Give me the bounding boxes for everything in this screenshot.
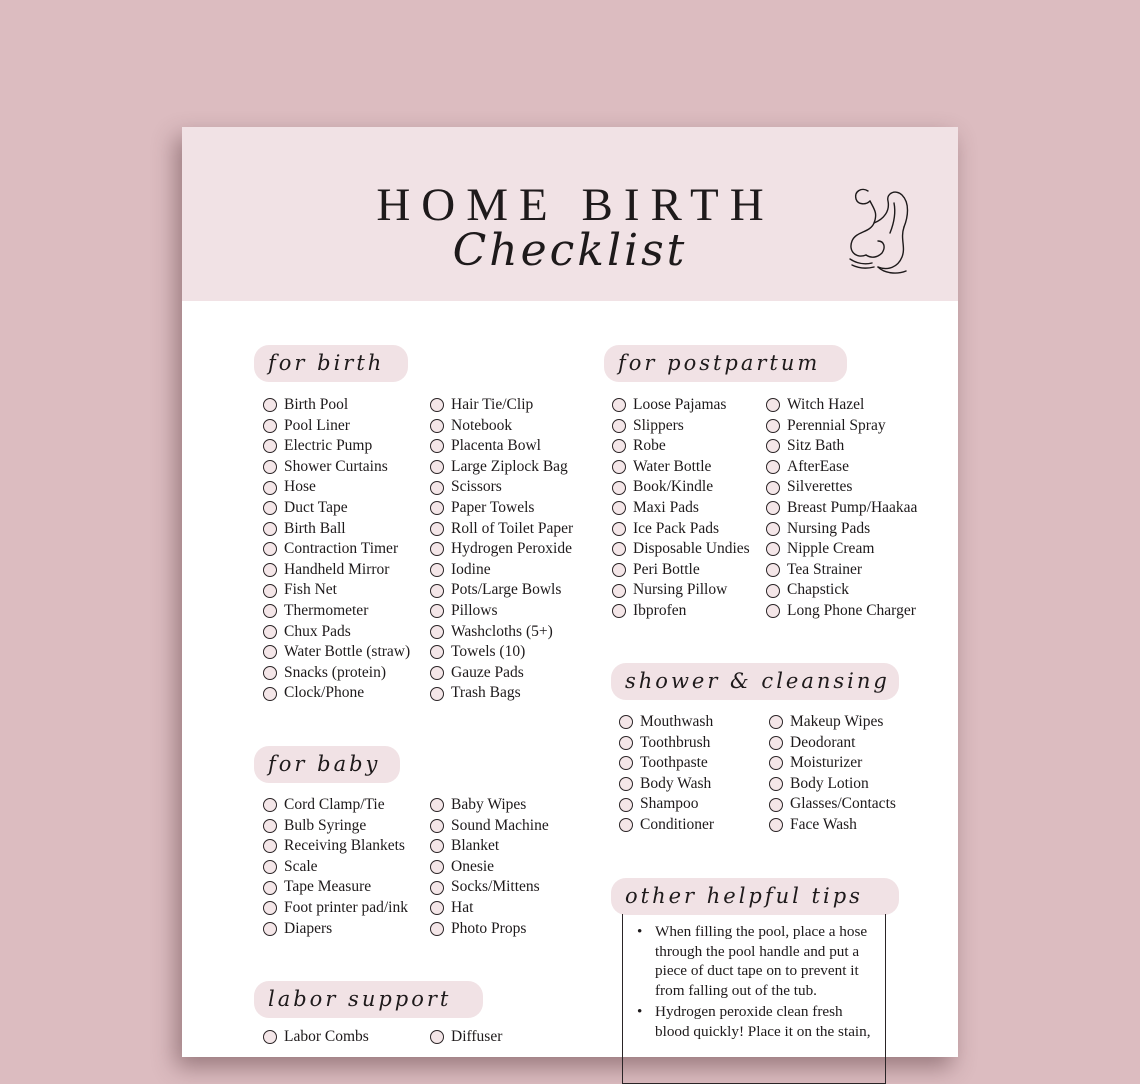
checklist-item[interactable] (430, 1027, 502, 1048)
checklist-item[interactable] (430, 580, 573, 601)
circle-checkbox-icon[interactable] (766, 419, 780, 433)
checklist-item[interactable] (766, 457, 917, 478)
circle-checkbox-icon[interactable] (263, 522, 277, 536)
checklist-item-label: Cord Clamp/Tie (284, 796, 385, 813)
circle-checkbox-icon[interactable] (430, 460, 444, 474)
circle-checkbox-icon[interactable] (769, 756, 783, 770)
checklist-item-label: Pots/Large Bowls (451, 581, 562, 599)
checklist-item[interactable] (430, 601, 573, 622)
checklist-item[interactable] (766, 580, 917, 601)
checklist-item-label: Toothpaste (640, 754, 708, 772)
checklist-item[interactable] (769, 712, 896, 733)
checklist-item[interactable] (430, 663, 573, 684)
checklist-item-label: Towels (10) (451, 643, 526, 661)
checklist-item-label: Nipple Cream (787, 540, 875, 558)
checklist-item-label: Tape Measure (284, 878, 372, 896)
circle-checkbox-icon[interactable] (766, 501, 780, 515)
circle-checkbox-icon[interactable] (612, 460, 626, 474)
checklist-item-label: Iodine (451, 560, 491, 578)
helpful-tips-box (622, 914, 886, 1084)
tip-text: When filling the pool, place a hose through the pool handle and put a piece of duct tape on to prevent it from falling out of the tub. (655, 923, 868, 999)
page-subtitle: Checklist (452, 225, 688, 276)
checklist-item[interactable] (612, 601, 750, 622)
checklist-item-label: Thermometer (284, 601, 369, 619)
circle-checkbox-icon[interactable] (263, 604, 277, 618)
checklist-item[interactable] (430, 816, 549, 837)
checklist-item-label: Nursing Pads (787, 519, 871, 537)
checklist-item-label: Ibprofen (633, 601, 687, 619)
checklist-item[interactable] (263, 877, 408, 898)
checklist-item[interactable] (263, 580, 410, 601)
circle-checkbox-icon[interactable] (263, 481, 277, 495)
checklist-item-label: Perennial Spray (787, 416, 886, 434)
checklist-item[interactable] (263, 457, 410, 478)
circle-checkbox-icon[interactable] (430, 687, 444, 701)
checklist-item[interactable] (612, 519, 750, 540)
checklist-item[interactable] (612, 457, 750, 478)
for-birth-list-col1 (263, 395, 410, 704)
checklist-item[interactable] (263, 795, 408, 816)
for-birth-list-col2 (430, 395, 573, 704)
checklist-item-label: Bulb Syringe (284, 816, 367, 834)
circle-checkbox-icon[interactable] (263, 860, 277, 874)
checklist-item[interactable] (769, 733, 896, 754)
checklist-item-label: Hat (451, 898, 474, 916)
checklist-item-label: Contraction Timer (284, 540, 399, 558)
checklist-item[interactable] (612, 477, 750, 498)
checklist-item-label: Disposable Undies (633, 540, 750, 558)
circle-checkbox-icon[interactable] (769, 715, 783, 729)
checklist-item-label: Slippers (633, 416, 684, 434)
labor-support-list-col1 (263, 1027, 369, 1048)
checklist-item-label: Birth Pool (284, 396, 349, 413)
checklist-item[interactable] (769, 753, 896, 774)
shower-cleansing-list-col1 (619, 712, 714, 836)
checklist-item[interactable] (430, 857, 549, 878)
checklist-item[interactable] (612, 580, 750, 601)
checklist-item[interactable] (430, 498, 573, 519)
circle-checkbox-icon[interactable] (430, 839, 444, 853)
checklist-item-label: AfterEase (787, 457, 849, 475)
circle-checkbox-icon[interactable] (766, 522, 780, 536)
checklist-item-label: Roll of Toilet Paper (451, 519, 574, 537)
circle-checkbox-icon[interactable] (619, 798, 633, 812)
checklist-item[interactable] (263, 436, 410, 457)
checklist-item-label: Clock/Phone (284, 684, 365, 702)
checklist-item[interactable] (263, 857, 408, 878)
checklist-item-label: Receiving Blankets (284, 837, 405, 855)
checklist-item-label: Deodorant (790, 733, 856, 751)
checklist-item[interactable] (769, 794, 896, 815)
circle-checkbox-icon[interactable] (612, 501, 626, 515)
circle-checkbox-icon[interactable] (263, 645, 277, 659)
checklist-item-label: Pool Liner (284, 416, 350, 434)
checklist-page (182, 127, 958, 1057)
section-heading-for-birth: for birth (254, 345, 408, 382)
circle-checkbox-icon[interactable] (612, 398, 626, 412)
checklist-item[interactable] (612, 436, 750, 457)
checklist-item-label: Toothbrush (640, 733, 711, 751)
checklist-item[interactable] (612, 539, 750, 560)
circle-checkbox-icon[interactable] (263, 398, 277, 412)
checklist-item[interactable] (766, 601, 917, 622)
checklist-item[interactable] (263, 539, 410, 560)
circle-checkbox-icon[interactable] (430, 604, 444, 618)
checklist-item-label: Blanket (451, 837, 500, 855)
bullet-icon: • (637, 923, 643, 940)
checklist-item[interactable] (766, 539, 917, 560)
checklist-item[interactable] (263, 898, 408, 919)
checklist-item-label: Onesie (451, 857, 495, 875)
checklist-item[interactable] (263, 816, 408, 837)
circle-checkbox-icon[interactable] (612, 522, 626, 536)
circle-checkbox-icon[interactable] (263, 687, 277, 701)
circle-checkbox-icon[interactable] (612, 563, 626, 577)
circle-checkbox-icon[interactable] (619, 715, 633, 729)
circle-checkbox-icon[interactable] (263, 419, 277, 433)
helpful-tips-list (637, 922, 879, 1041)
section-heading-shower-cleansing: shower & cleansing (611, 663, 899, 700)
circle-checkbox-icon[interactable] (430, 584, 444, 598)
checklist-item[interactable] (766, 416, 917, 437)
circle-checkbox-icon[interactable] (430, 481, 444, 495)
circle-checkbox-icon[interactable] (766, 439, 780, 453)
circle-checkbox-icon[interactable] (612, 542, 626, 556)
circle-checkbox-icon[interactable] (263, 819, 277, 833)
checklist-item[interactable] (430, 642, 573, 663)
circle-checkbox-icon[interactable] (430, 819, 444, 833)
checklist-item[interactable] (430, 539, 573, 560)
section-heading-other-helpful-tips: other helpful tips (611, 878, 899, 915)
checklist-item-label: Moisturizer (790, 754, 863, 772)
checklist-item[interactable] (430, 560, 573, 581)
checklist-item[interactable] (263, 683, 410, 704)
circle-checkbox-icon[interactable] (430, 901, 444, 915)
circle-checkbox-icon[interactable] (430, 439, 444, 453)
checklist-item-label: Gauze Pads (451, 663, 524, 681)
checklist-item[interactable] (263, 519, 410, 540)
checklist-item[interactable] (263, 601, 410, 622)
checklist-item-label: Mouthwash (640, 713, 714, 730)
checklist-item-label: Diapers (284, 919, 333, 937)
checklist-item[interactable] (430, 877, 549, 898)
circle-checkbox-icon[interactable] (263, 1030, 277, 1044)
checklist-item[interactable] (430, 457, 573, 478)
checklist-item-label: Baby Wipes (451, 796, 527, 813)
checklist-item-label: Foot printer pad/ink (284, 898, 408, 916)
checklist-item-label: Peri Bottle (633, 560, 700, 578)
shower-cleansing-list-col2 (769, 712, 896, 836)
checklist-item[interactable] (430, 683, 573, 704)
checklist-item-label: Washcloths (5+) (451, 622, 553, 640)
checklist-item[interactable] (430, 622, 573, 643)
checklist-item-label: Pillows (451, 601, 498, 619)
checklist-item-label: Socks/Mittens (451, 878, 540, 896)
circle-checkbox-icon[interactable] (263, 839, 277, 853)
circle-checkbox-icon[interactable] (430, 398, 444, 412)
checklist-item-label: Chapstick (787, 581, 849, 599)
checklist-item[interactable] (263, 477, 410, 498)
circle-checkbox-icon[interactable] (769, 777, 783, 791)
bullet-icon: • (637, 1003, 643, 1020)
checklist-item-label: Breast Pump/Haakaa (787, 498, 918, 516)
circle-checkbox-icon[interactable] (612, 584, 626, 598)
checklist-item-label: Shower Curtains (284, 457, 388, 475)
checklist-item-label: Body Wash (640, 774, 712, 792)
circle-checkbox-icon[interactable] (263, 625, 277, 639)
tip-item (637, 1002, 879, 1041)
circle-checkbox-icon[interactable] (430, 881, 444, 895)
checklist-item-label: Sound Machine (451, 816, 549, 834)
checklist-item-label: Conditioner (640, 815, 715, 833)
circle-checkbox-icon[interactable] (619, 777, 633, 791)
tip-item (637, 922, 879, 1000)
circle-checkbox-icon[interactable] (263, 542, 277, 556)
checklist-item-label: Diffuser (451, 1028, 503, 1045)
checklist-item-label: Hydrogen Peroxide (451, 540, 572, 558)
circle-checkbox-icon[interactable] (430, 419, 444, 433)
checklist-item-label: Hose (284, 478, 316, 496)
checklist-item[interactable] (619, 712, 714, 733)
circle-checkbox-icon[interactable] (263, 666, 277, 680)
circle-checkbox-icon[interactable] (430, 501, 444, 515)
checklist-item[interactable] (263, 663, 410, 684)
circle-checkbox-icon[interactable] (619, 756, 633, 770)
circle-checkbox-icon[interactable] (430, 666, 444, 680)
checklist-item-label: Snacks (protein) (284, 663, 387, 681)
checklist-item[interactable] (430, 898, 549, 919)
circle-checkbox-icon[interactable] (769, 736, 783, 750)
checklist-item-label: Makeup Wipes (790, 713, 884, 730)
circle-checkbox-icon[interactable] (263, 460, 277, 474)
circle-checkbox-icon[interactable] (766, 460, 780, 474)
checklist-item[interactable] (430, 919, 549, 940)
checklist-item[interactable] (263, 642, 410, 663)
checklist-item[interactable] (263, 622, 410, 643)
section-heading-for-postpartum: for postpartum (604, 345, 847, 382)
circle-checkbox-icon[interactable] (769, 798, 783, 812)
checklist-item-label: Trash Bags (451, 684, 521, 702)
for-postpartum-list-col1 (612, 395, 750, 622)
checklist-item[interactable] (612, 395, 750, 416)
checklist-item-label: Birth Ball (284, 519, 346, 537)
circle-checkbox-icon[interactable] (766, 481, 780, 495)
checklist-item-label: Nursing Pillow (633, 581, 728, 599)
checklist-item[interactable] (263, 498, 410, 519)
checklist-item[interactable] (619, 733, 714, 754)
circle-checkbox-icon[interactable] (430, 522, 444, 536)
circle-checkbox-icon[interactable] (263, 881, 277, 895)
checklist-item[interactable] (612, 498, 750, 519)
checklist-item[interactable] (619, 774, 714, 795)
checklist-item[interactable] (263, 836, 408, 857)
tip-text: Hydrogen peroxide clean fresh blood quickly! Place it on the stain, (655, 1003, 871, 1040)
pregnant-woman-line-art-icon (844, 183, 916, 277)
checklist-item-label: Witch Hazel (787, 396, 865, 413)
checklist-item-label: Hair Tie/Clip (451, 396, 534, 413)
circle-checkbox-icon[interactable] (612, 604, 626, 618)
checklist-item[interactable] (430, 416, 573, 437)
checklist-item-label: Tea Strainer (787, 560, 863, 578)
checklist-item-label: Handheld Mirror (284, 560, 390, 578)
circle-checkbox-icon[interactable] (263, 584, 277, 598)
checklist-item[interactable] (766, 560, 917, 581)
checklist-item-label: Large Ziplock Bag (451, 457, 568, 475)
checklist-item-label: Ice Pack Pads (633, 519, 720, 537)
checklist-item-label: Sitz Bath (787, 437, 845, 455)
checklist-item[interactable] (430, 519, 573, 540)
circle-checkbox-icon[interactable] (612, 439, 626, 453)
circle-checkbox-icon[interactable] (430, 563, 444, 577)
checklist-item-label: Long Phone Charger (787, 601, 916, 619)
checklist-item-label: Notebook (451, 416, 513, 434)
checklist-item-label: Body Lotion (790, 774, 869, 792)
checklist-item[interactable] (430, 477, 573, 498)
checklist-item-label: Water Bottle (633, 457, 712, 475)
circle-checkbox-icon[interactable] (766, 398, 780, 412)
section-heading-for-baby: for baby (254, 746, 400, 783)
circle-checkbox-icon[interactable] (612, 481, 626, 495)
checklist-item-label: Electric Pump (284, 437, 373, 455)
checklist-item-label: Book/Kindle (633, 478, 714, 496)
circle-checkbox-icon[interactable] (263, 901, 277, 915)
circle-checkbox-icon[interactable] (619, 818, 633, 832)
header-band (182, 127, 958, 301)
checklist-item-label: Photo Props (451, 919, 527, 937)
checklist-item[interactable] (766, 395, 917, 416)
checklist-item-label: Face Wash (790, 815, 857, 833)
checklist-item[interactable] (263, 416, 410, 437)
checklist-item-label: Placenta Bowl (451, 437, 541, 455)
checklist-item-label: Scissors (451, 478, 502, 496)
checklist-item-label: Duct Tape (284, 498, 348, 516)
circle-checkbox-icon[interactable] (430, 798, 444, 812)
checklist-item-label: Fish Net (284, 581, 337, 599)
checklist-item[interactable] (766, 519, 917, 540)
checklist-item[interactable] (263, 560, 410, 581)
checklist-item-label: Scale (284, 857, 318, 875)
circle-checkbox-icon[interactable] (430, 625, 444, 639)
checklist-item[interactable] (769, 774, 896, 795)
checklist-item[interactable] (619, 753, 714, 774)
for-postpartum-list-col2 (766, 395, 917, 622)
checklist-item[interactable] (430, 795, 549, 816)
checklist-item-label: Silverettes (787, 478, 853, 496)
labor-support-list-col2 (430, 1027, 502, 1048)
page-title: HOME BIRTH (376, 179, 775, 231)
checklist-item[interactable] (766, 436, 917, 457)
circle-checkbox-icon[interactable] (619, 736, 633, 750)
section-heading-labor-support: labor support (254, 981, 483, 1018)
checklist-item[interactable] (430, 395, 573, 416)
checklist-item[interactable] (430, 836, 549, 857)
checklist-item[interactable] (769, 815, 896, 836)
checklist-item[interactable] (263, 919, 408, 940)
circle-checkbox-icon[interactable] (769, 818, 783, 832)
circle-checkbox-icon[interactable] (430, 922, 444, 936)
checklist-item[interactable] (619, 794, 714, 815)
circle-checkbox-icon[interactable] (766, 563, 780, 577)
circle-checkbox-icon[interactable] (263, 798, 277, 812)
checklist-item-label: Labor Combs (284, 1028, 369, 1045)
for-baby-list-col2 (430, 795, 549, 939)
checklist-item-label: Paper Towels (451, 498, 535, 516)
checklist-item[interactable] (263, 1027, 369, 1048)
circle-checkbox-icon[interactable] (766, 542, 780, 556)
checklist-item[interactable] (766, 477, 917, 498)
checklist-item-label: Maxi Pads (633, 498, 699, 516)
checklist-item-label: Water Bottle (straw) (284, 643, 411, 661)
circle-checkbox-icon[interactable] (766, 604, 780, 618)
checklist-item-label: Glasses/Contacts (790, 795, 896, 813)
circle-checkbox-icon[interactable] (430, 860, 444, 874)
checklist-item[interactable] (619, 815, 714, 836)
checklist-item[interactable] (263, 395, 410, 416)
circle-checkbox-icon[interactable] (430, 645, 444, 659)
checklist-item[interactable] (612, 560, 750, 581)
circle-checkbox-icon[interactable] (430, 1030, 444, 1044)
checklist-item[interactable] (430, 436, 573, 457)
checklist-item[interactable] (612, 416, 750, 437)
checklist-item-label: Loose Pajamas (633, 396, 727, 413)
checklist-item-label: Chux Pads (284, 622, 351, 640)
circle-checkbox-icon[interactable] (766, 584, 780, 598)
checklist-item-label: Robe (633, 437, 666, 455)
circle-checkbox-icon[interactable] (263, 563, 277, 577)
circle-checkbox-icon[interactable] (612, 419, 626, 433)
checklist-item[interactable] (766, 498, 917, 519)
checklist-item-label: Shampoo (640, 795, 699, 813)
circle-checkbox-icon[interactable] (263, 922, 277, 936)
circle-checkbox-icon[interactable] (263, 501, 277, 515)
for-baby-list-col1 (263, 795, 408, 939)
circle-checkbox-icon[interactable] (430, 542, 444, 556)
circle-checkbox-icon[interactable] (263, 439, 277, 453)
